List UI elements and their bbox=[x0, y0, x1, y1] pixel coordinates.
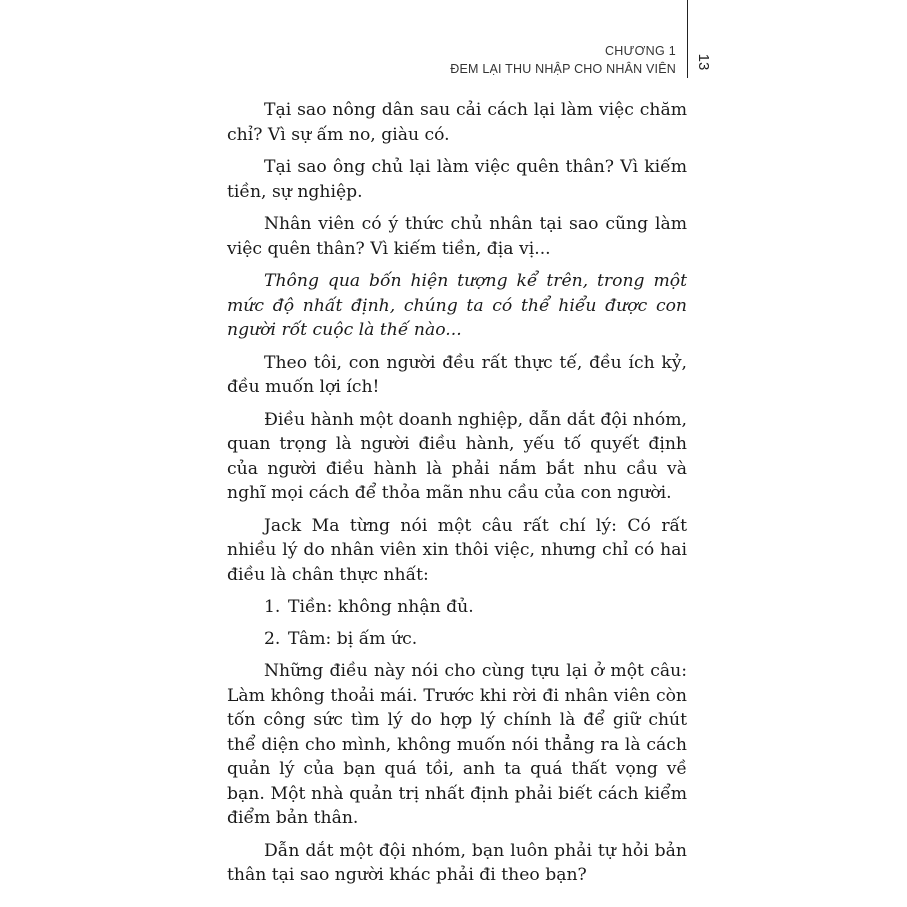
list-text: Tâm: bị ấm ức. bbox=[288, 628, 418, 649]
paragraph: Điều hành một doanh nghiệp, dẫn dắt đội nhóm, quan trọng là người điều hành, yếu tố quyết định của người điều hành là phải nắm bắt nhu cầu và nghĩ mọi cách để thỏa mãn nhu cầu của con người. bbox=[227, 409, 687, 503]
list-item bbox=[264, 595, 687, 620]
paragraph: Dẫn dắt một đội nhóm, bạn luôn phải tự hỏi bản thân tại sao người khác phải đi theo bạn? bbox=[227, 840, 687, 885]
list-item bbox=[264, 627, 687, 652]
chapter-label: CHƯƠNG 1 bbox=[604, 44, 676, 58]
numbered-list bbox=[227, 595, 687, 651]
italic-paragraph: Thông qua bốn hiện tượng kể trên, trong một mức độ nhất định, chúng ta có thể hiểu được con người rốt cuộc là thế nào... bbox=[227, 271, 687, 340]
list-number: 2. bbox=[264, 628, 281, 649]
list-text: Tiền: không nhận đủ. bbox=[288, 597, 474, 617]
body-text bbox=[227, 98, 687, 896]
chapter-title: ĐEM LẠI THU NHẬP CHO NHÂN VIÊN bbox=[450, 62, 676, 76]
paragraph: Tại sao nông dân sau cải cách lại làm việc chăm chỉ? Vì sự ấm no, giàu có. bbox=[227, 100, 687, 145]
paragraph: Tại sao ông chủ lại làm việc quên thân? Vì kiếm tiền, sự nghiệp. bbox=[227, 157, 687, 202]
list-number: 1. bbox=[264, 597, 281, 617]
paragraph: Jack Ma từng nói một câu rất chí lý: Có rất nhiều lý do nhân viên xin thôi việc, nhưng chỉ có hai điều là chân thực nhất: bbox=[227, 515, 687, 585]
header-divider bbox=[687, 0, 688, 78]
paragraph: Những điều này nói cho cùng tựu lại ở một câu: Làm không thoải mái. Trước khi rời đi nhân viên còn tốn công sức tìm lý do hợp lý chính là để giữ chút thể diện cho mình, không muốn nói thẳng ra là cách quản lý của bạn quá tồi, anh ta quá thất vọng về bạn. Một nhà quản trị nhất định phải biết cách kiểm điểm bản thân. bbox=[227, 661, 687, 828]
paragraph: Nhân viên có ý thức chủ nhân tại sao cũng làm việc quên thân? Vì kiếm tiền, địa vị... bbox=[227, 214, 687, 259]
paragraph: Theo tôi, con người đều rất thực tế, đều ích kỷ, đều muốn lợi ích! bbox=[227, 352, 687, 397]
page-number: 13 bbox=[695, 53, 713, 71]
